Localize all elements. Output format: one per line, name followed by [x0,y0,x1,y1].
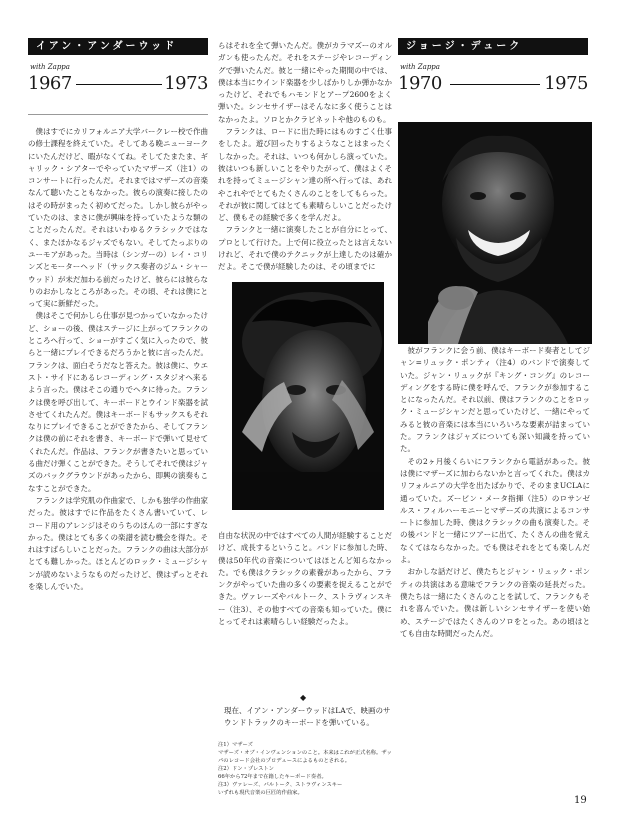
george-duke-photo [398,122,592,344]
footnote: いずれも現代音楽の巨匠的作曲家。 [218,790,303,796]
left-header-divider [28,114,208,115]
left-header-years [28,73,208,99]
right-header-with: with Zappa [400,63,440,71]
article-column-1 [28,126,208,756]
footnotes [218,741,394,797]
paragraph: 彼がフランクに会う前、僕はキーボード奏者としてジャン=リュック・ポンティ（注4）のバンドで演奏していた。ジャン・リュックが『キング・コング』のレコーディングをする時に僕を呼んで、フランクが参加することになったんだ。それ以前、僕はフランクのことをロック・ミュージシャンだと思っていたけど、一緒にやってみると彼の音楽には本当にいろいろな要素が詰まっていた。フランクはジャズについても深い知識を持っていた。 [400,346,590,454]
left-year-rule [76,84,162,85]
photo-caption: 現在、イアン・アンダーウッドはLAで、映画のサウンドトラックのキーボードを弾いている。 [224,706,391,727]
paragraph: フランクと一緒に演奏したことが自分にとって、プロとして行けた。上で何に役立ったとは言えないけれど、それで僕のテクニックが上達したのは確かだよ。そこで僕が経験したのは、その頃までに [218,225,392,272]
article-column-3 [400,345,590,795]
paragraph: らはそれを全て弾いたんだ。僕がカラマズーのオルガンも使ったんだ。それをステージやレコーディングで弾いたんだ。彼と一緒にやった期間の中では、僕は本当にウインド楽器を少しばかりしか弾かなかったけど、それでもハモンドとアープ2600をよく弾いた。シンセサイザーはそんなに多く使うことはなかったよ。ソロとかクラビネットや他のものも。 [218,41,392,124]
paragraph: その2ヶ月後くらいにフランクから電話があった。彼は僕にマザーズに加わらないかと言ってくれた。僕はカリフォルニアの大学を出たばかりで、そのままUCLAに通っていた。ズービン・メータ指揮（注5）のロサンゼルス・フィルハーモニーとマザーズの共演によるコンサートに参加した時、僕はクラシックの曲も演奏した。その後バンドと一緒にツアーに出て、たくさんの曲を覚えなくてはならなかった。でも僕はそれをとても楽しんだよ。 [400,456,590,565]
article-column-2-lower [218,530,392,688]
page-number: 19 [574,795,587,806]
paragraph: 僕はすでにカリフォルニア大学バークレー校で作曲の修士課程を終えていた。そしてある晩ニューヨークにいたんだけど、暇がなくてね。そしてたまたま、ギャリック・シアターでやっていたマザーズ（注1）のコンサートに行ったんだ。それまではマザーズの音楽なんて聴いたこともなかった。彼らの演奏に接したのはその時がまったく初めてだった。しかし彼らがやっていたのは、まさに僕が興味を持っていたような類のことだったんだ。それはいわゆるクラシックではなく、またほかなるジャズでもない。そしてたっぷりのユーモアがあった。当時は（シンガーの）レイ・コリンズとモーターヘッド（サックス奏者のジム・シャーウッド）が未だ加わる前だったけど、彼らには彼らなりのおかしなところがあった。その頃、それは僕にとって実に新鮮だった。 [28,127,208,309]
article-column-2-upper [218,40,392,278]
left-header-with: with Zappa [30,63,70,71]
paragraph: フランクは学究肌の作曲家で、しかも独学の作曲家だった。彼はすでに作品をたくさん書いていて、レコード用のアレンジはそのうちのほんの一部にすぎなかった。僕はとても多くの楽譜を読む機会を得た。それはすばらしいことだった。フランクの曲は大部分がとても難しかった。ほとんどのロック・ミュージシャンが読めないようなものだったけど、僕はずっとそれを楽しんでいた。 [28,495,208,591]
right-header [398,38,588,122]
right-year-end: 1975 [544,73,588,94]
footnote: 66年から72年まで在籍したキーボード奏者。 [218,774,327,780]
left-header-name: イアン・アンダーウッド [28,38,208,55]
right-year-rule [450,84,540,85]
paragraph: 僕はそこで何かしら仕事が見つかっていなかったけど、ショーの後、僕はステージに上がってフランクのところへ行って、ショーがすごく気に入ったので、彼らと一緒にプレイできるだろうかと彼に言ったんだ。フランクは、面白そうだなと答えた。彼は僕に、ウエスト・サイドにあるレコーディング・スタジオへ来るよう言った。僕はそこの通りでヘタに待った。フランクは僕を呼び出して、キーボードとウインド楽器を試させてくれたんだ。僕はキーボードもサックスもそれなりにプレイできることができたから、そしてフランクは僕の前にそれを書き、キーボードで弾いて見せてくれたんだ。作品は、フランクが書きたいと思っている曲だけ弾くことができた。そうしてそれで僕はジャズのバックグラウンドがあったから、即興の演奏もこなすことができた。 [28,311,208,493]
footnote: 注1）マザーズ [218,742,253,748]
right-year-start: 1970 [398,73,442,94]
footnote: 注3）ヴァレーズ、バルトーク、ストラヴィンスキー [218,782,343,788]
frank-zappa-photo [232,282,384,510]
right-header-years [398,73,588,99]
right-header-name: ジョージ・デューク [398,38,588,55]
portrait-image [232,282,384,510]
portrait-image [398,122,592,344]
paragraph: 自由な状況の中ではすべての人間が経験することだけど、成長するということ。バンドに参加した時、僕は50年代の音楽についてはほとんど知らなかった。でも僕はクラシックの素養があったから、フランクがやっていた曲の多くの要素を捉えることができた。ヴァレーズやバルトーク、ストラヴィンスキー（注3）、その他すべての音楽も知っていた。僕にとってそれは素晴らしい経験だったよ。 [218,531,392,627]
footnote: 注2）ドン・プレストン [218,766,274,772]
footnote: マザーズ・オブ・インヴェンションのこと。本来はこれが正式名称。ザッパのレコード会社のプロデュースによるものとされる。 [218,750,392,764]
left-year-end: 1973 [164,73,208,94]
paragraph: フランクは、ロードに出た時にはものすごく仕事をしたよ。遊び回ったりするようなことはまったくしなかった。それは、いつも何かしら演っていた。彼はいつも新しいことをやりたがって、僕はよくそれを持ってミュージシャン達の所へ行っては、あれやこれやでとてもたくさんのことをしてもらった。それが彼に関してはとても素晴らしいことだったけど、僕もその経験で多くを学んだよ。 [218,127,392,223]
left-year-start: 1967 [28,73,72,94]
paragraph: おかしな話だけど、僕たちとジャン・リュック・ポンティの共演はある意味でフランクの音楽の延長だった。僕たちは一緒にたくさんのことを試して、フランクもそれを喜んでいた。僕は新しいシンセサイザーを使い始め、ステージではたくさんのソロをとった。あの頃はとても自由な時間だったんだ。 [400,567,590,638]
section-ornament: ◆ [300,693,307,702]
left-header [28,38,208,122]
